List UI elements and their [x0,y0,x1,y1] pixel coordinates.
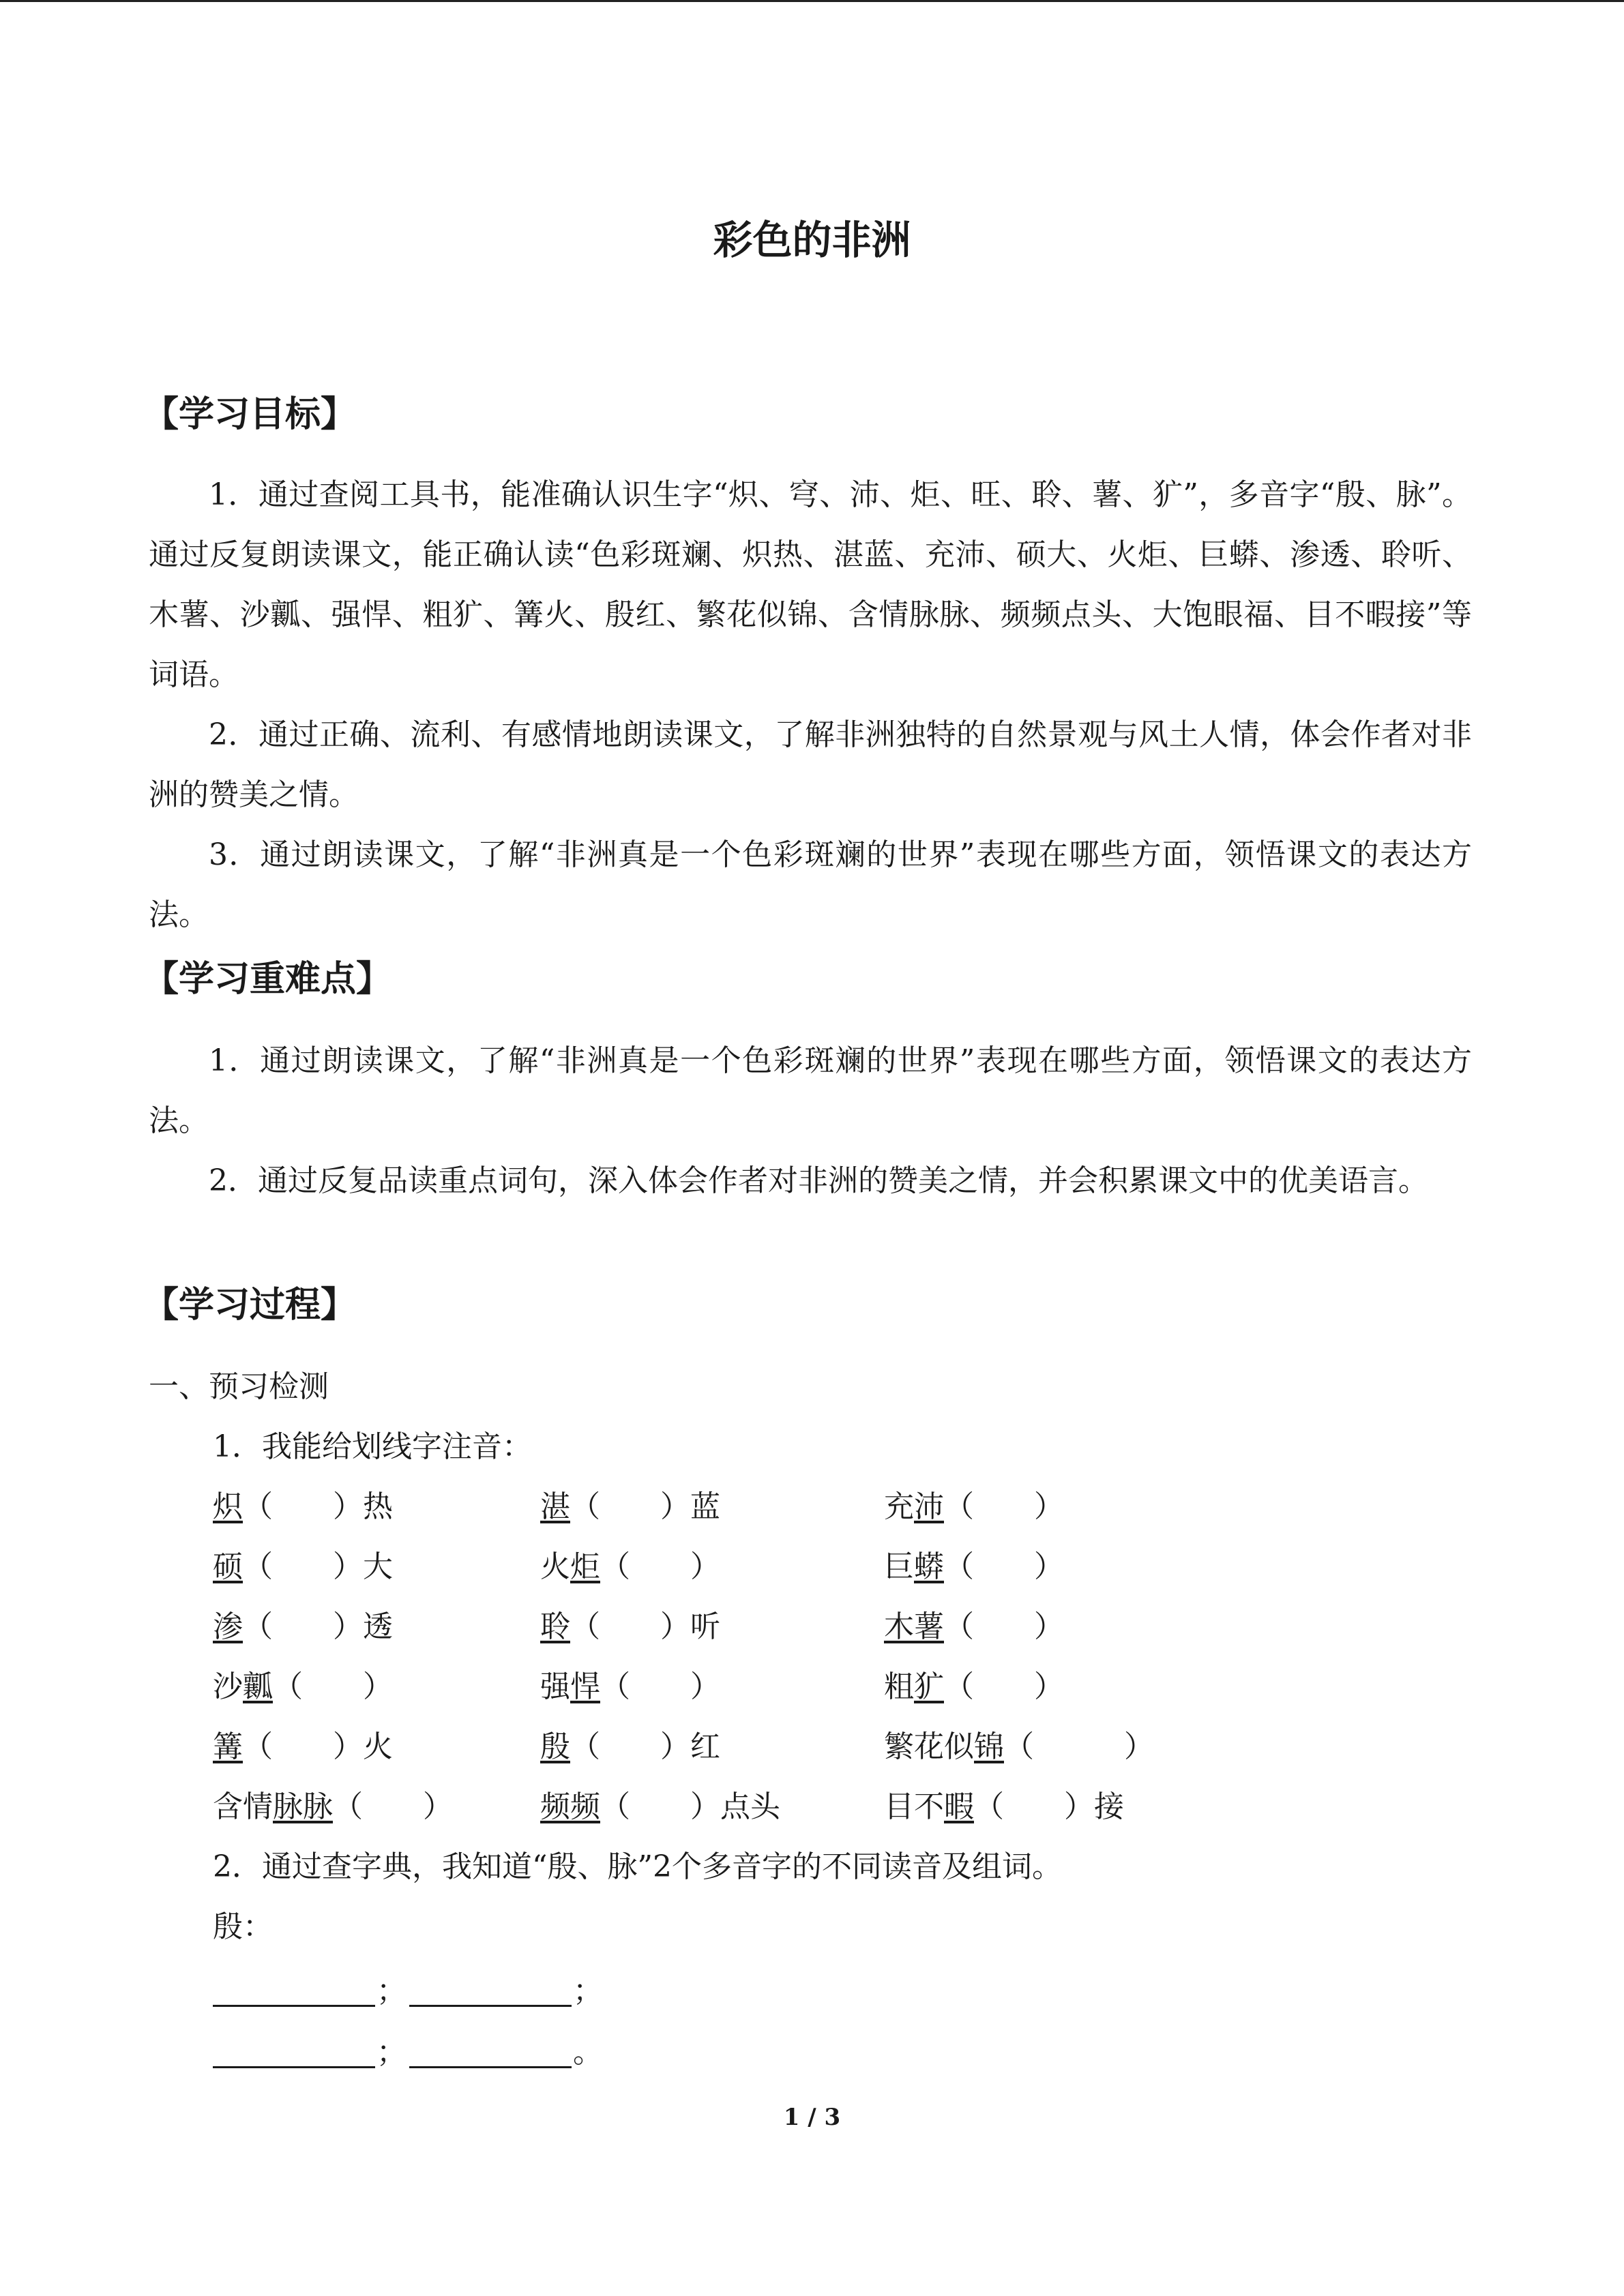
part1-title: 一、预习检测 [149,1369,329,1404]
underlined-char: 炬 [570,1549,600,1584]
underlined-char: 硕 [213,1549,243,1584]
pinyin-blank[interactable]: （ ） [600,1669,720,1704]
question-2: 2．通过查字典，我知道“殷、脉”2个多音字的不同读音及组词。 [213,1849,1062,1884]
underlined-char: 脉脉 [273,1789,333,1824]
pinyin-blank[interactable]: （ ）热 [243,1489,393,1524]
pinyin-item [540,1667,720,1708]
pinyin-item [884,1487,1064,1527]
pinyin-item [884,1667,1064,1708]
underlined-char: 炽 [213,1489,243,1524]
pinyin-blank[interactable]: （ ）听 [570,1609,720,1644]
pinyin-item [540,1547,720,1587]
word-prefix: 沙 [213,1669,243,1704]
pinyin-blank[interactable]: （ ） [1004,1729,1154,1764]
keypoint-item-2: 2．通过反复品读重点词句，深入体会作者对非洲的赞美之情，并会积累课文中的优美语言。 [209,1163,1428,1198]
pinyin-item [213,1727,393,1768]
underlined-char: 犷 [914,1669,944,1704]
pinyin-item [540,1607,720,1648]
page-number: 1 / 3 [783,2104,841,2131]
answer-blank[interactable] [409,2066,572,2068]
underlined-char: 木薯 [884,1609,944,1644]
underlined-char: 殷 [540,1729,570,1764]
pinyin-blank[interactable]: （ ）红 [570,1729,720,1764]
pinyin-blank[interactable]: （ ）接 [974,1789,1124,1824]
goal-item-2: 2．通过正确、流利、有感情地朗读课文，了解非洲独特的自然景观与风土人情，体会作者对非洲的赞美之情。 [149,717,1472,812]
pinyin-item [213,1487,393,1527]
pinyin-item [884,1727,1154,1768]
pinyin-blank[interactable]: （ ）点头 [600,1789,780,1824]
word-prefix: 粗 [884,1669,914,1704]
pinyin-item [540,1787,780,1828]
word-prefix: 目不 [884,1789,944,1824]
pinyin-blank[interactable]: （ ） [273,1669,393,1704]
underlined-char: 篝 [213,1729,243,1764]
underlined-char: 沛 [914,1489,944,1524]
pinyin-item [213,1607,393,1648]
pinyin-blank[interactable]: （ ） [944,1669,1064,1704]
answer-blank[interactable] [409,2005,572,2007]
pinyin-item [540,1487,720,1527]
word-prefix: 繁花似 [884,1729,974,1764]
underlined-char: 蟒 [914,1549,944,1584]
answer-blank[interactable] [213,2005,375,2007]
pinyin-blank[interactable]: （ ） [944,1549,1064,1584]
pinyin-blank[interactable]: （ ） [944,1489,1064,1524]
pinyin-blank[interactable]: （ ） [944,1609,1064,1644]
underlined-char: 聆 [540,1609,570,1644]
pinyin-item [540,1727,720,1768]
pinyin-blank[interactable]: （ ）大 [243,1549,393,1584]
word-prefix: 强 [540,1669,570,1704]
separator: ； [377,2035,407,2070]
pinyin-item [213,1547,393,1587]
page-top-border [0,0,1624,2]
word-prefix: 火 [540,1549,570,1584]
question-1: 1．我能给划线字注音： [213,1429,532,1464]
separator: ； [377,1973,407,2008]
keypoints-heading: 【学习重难点】 [143,959,392,1000]
pinyin-blank[interactable]: （ ）蓝 [570,1489,720,1524]
answer-blank[interactable] [213,2066,375,2068]
pinyin-item [213,1787,453,1828]
pinyin-item [884,1547,1064,1587]
pinyin-blank[interactable]: （ ）透 [243,1609,393,1644]
word-prefix: 充 [884,1489,914,1524]
pinyin-blank[interactable]: （ ）火 [243,1729,393,1764]
word-prefix: 巨 [884,1549,914,1584]
goals-heading: 【学习目标】 [143,394,357,435]
underlined-char: 悍 [570,1669,600,1704]
underlined-char: 渗 [213,1609,243,1644]
pinyin-item [213,1667,393,1708]
underlined-char: 频频 [540,1789,600,1824]
goal-item-3: 3．通过朗读课文，了解“非洲真是一个色彩斑斓的世界”表现在哪些方面，领悟课文的表达方法。 [149,837,1472,932]
separator: ； [573,1973,603,2008]
keypoint-item-1: 1．通过朗读课文，了解“非洲真是一个色彩斑斓的世界”表现在哪些方面，领悟课文的表达方法。 [149,1043,1472,1138]
underlined-char: 锦 [974,1729,1004,1764]
yin-label: 殷： [213,1909,273,1944]
pinyin-blank[interactable]: （ ） [333,1789,453,1824]
underlined-char: 瓤 [243,1669,273,1704]
page-title: 彩色的非洲 [713,217,911,263]
underlined-char: 暇 [944,1789,974,1824]
pinyin-item [884,1787,1124,1828]
separator: 。 [573,2035,603,2070]
word-prefix: 含情 [213,1789,273,1824]
pinyin-item [884,1607,1064,1648]
process-heading: 【学习过程】 [143,1285,357,1326]
goal-item-1: 1．通过查阅工具书，能准确认识生字“炽、穹、沛、炬、旺、聆、薯、犷”，多音字“殷、脉”。通过反复朗读课文，能正确认读“色彩斑斓、炽热、湛蓝、充沛、硕大、火炬、巨蟒、渗透、聆听、木薯、沙瓤、强悍、粗犷、篝火、殷红、繁花似锦、含情脉脉、频频点头、大饱眼福、目不暇接”等词语。 [149,477,1472,692]
underlined-char: 湛 [540,1489,570,1524]
pinyin-blank[interactable]: （ ） [600,1549,720,1584]
